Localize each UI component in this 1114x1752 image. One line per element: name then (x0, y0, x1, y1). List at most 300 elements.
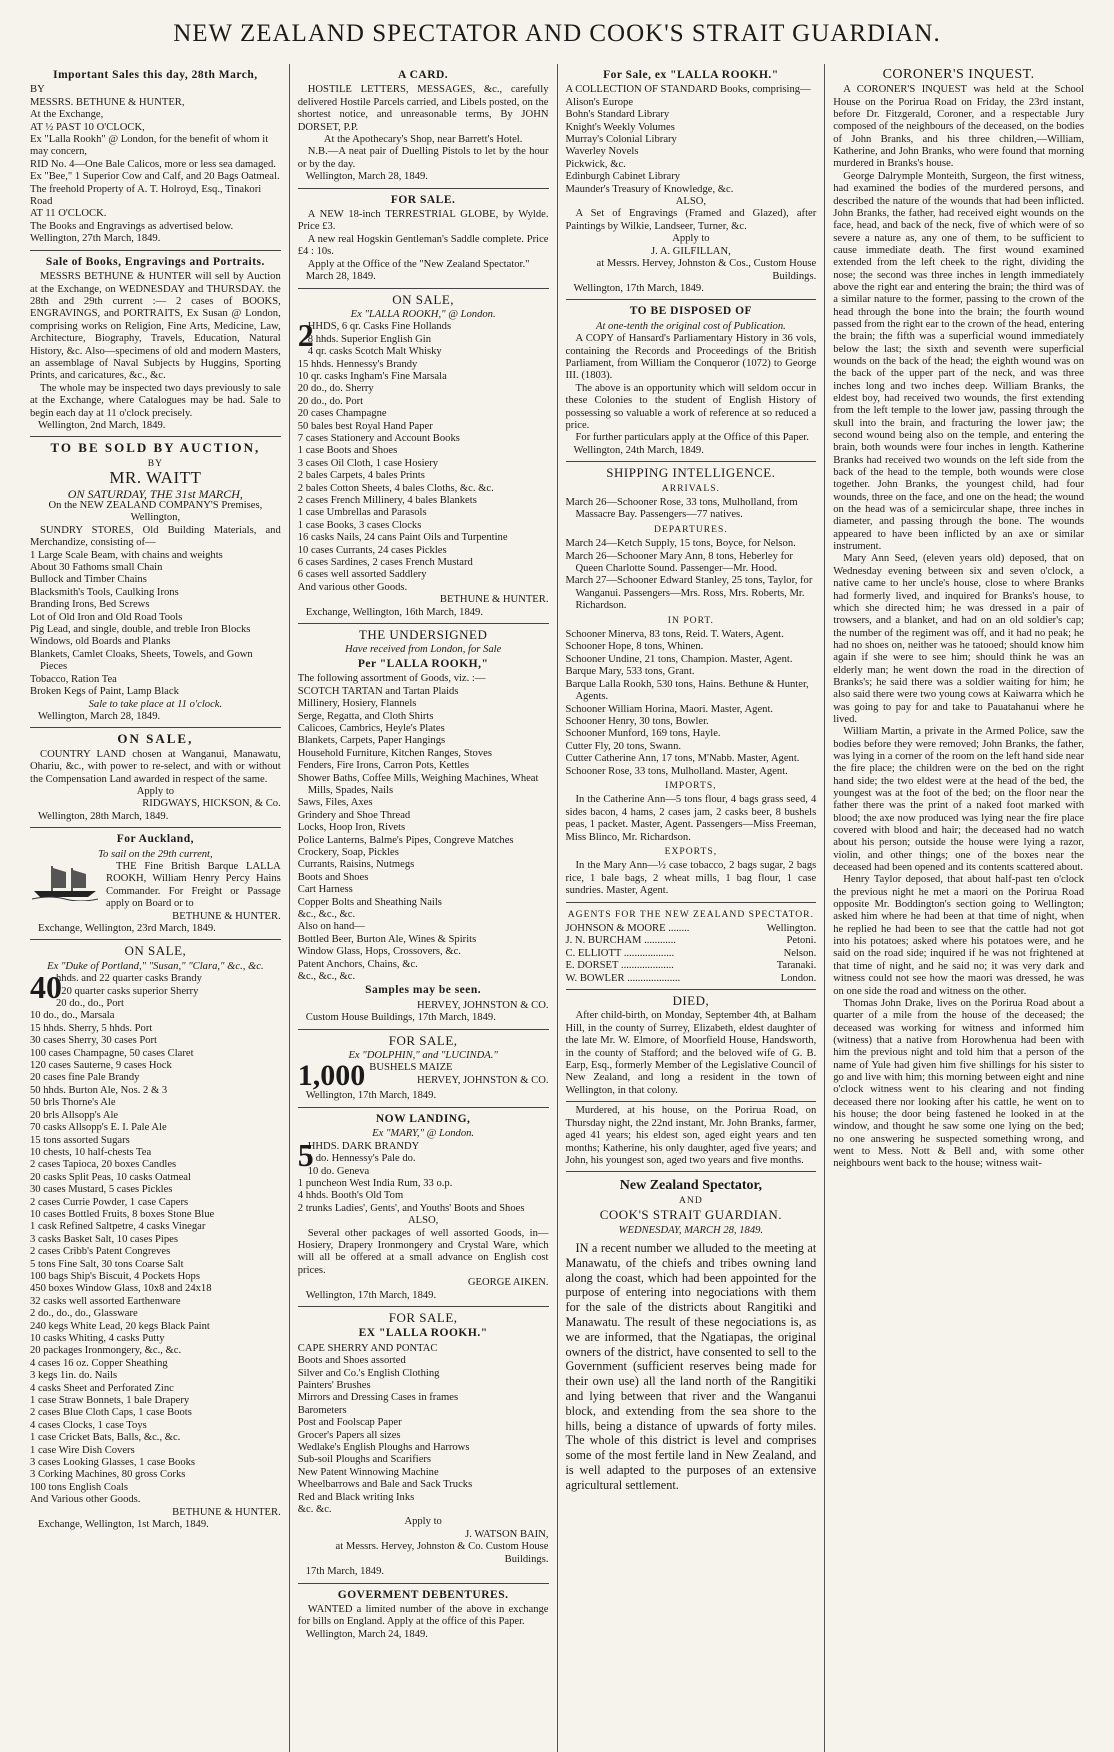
ad-intro: SUNDRY STORES, Old Building Materials, and Merchandize, consisting of— (30, 524, 281, 549)
list-item: March 26—Schooner Rose, 33 tons, Mulholland, from Massacre Bay. Passengers—77 natives. (565, 497, 798, 521)
list-item: &c., &c., &c. (297, 971, 356, 983)
list-item: 15 hhds. Sherry, 5 hhds. Port (30, 1022, 153, 1034)
ad-firm: GEORGE AIKEN. (467, 1277, 549, 1289)
section-title: SHIPPING INTELLIGENCE. (606, 465, 776, 481)
list-item: Grindery and Shoe Thread (297, 809, 411, 821)
list-item: 4 cases 16 oz. Copper Sheathing (30, 1357, 168, 1369)
agent-row (566, 923, 817, 935)
ad-date: Wellington, 17th March, 1849. (305, 1090, 437, 1102)
list-item: 6 cases Sardines, 2 cases French Mustard (297, 557, 473, 569)
list-item: Maunder's Treasury of Knowledge, &c. (565, 183, 734, 195)
paper-and: AND (678, 1194, 703, 1206)
list-item: 10 chests, 10 half-chests Tea (30, 1146, 152, 1158)
list-item: 20 casks Split Peas, 10 casks Oatmeal (30, 1171, 191, 1183)
list-item: March 26—Schooner Mary Ann, 8 tons, Heberley for Queen Charlotte Sound. Passenger—Mr. Hood. (565, 550, 793, 575)
ad-text: THE Fine British Barque LALLA ROOKH, William Henry Percy Hains Commander. For Freight or Passage apply on Board or to (106, 860, 281, 910)
agent-name: C. ELLIOTT ................... (565, 947, 675, 959)
list-item: Cutter Catherine Ann, 17 tons, M'Nabb. Master, Agent. (565, 753, 800, 765)
in-port-list (566, 629, 817, 778)
ad-text: Apply at the Office of the "New Zealand Spectator." (307, 258, 530, 270)
ad-line: Wellington, 27th March, 1849. (30, 233, 161, 245)
list-item: Pickwick, &c. (565, 158, 626, 170)
list-item: Saws, Files, Axes (297, 797, 373, 809)
big-number: 40 (30, 969, 62, 1006)
shipping-intelligence (566, 462, 817, 902)
auction-items (30, 550, 281, 699)
list-item: 1 case Straw Bonnets, 1 bale Drapery (30, 1395, 190, 1407)
agent-name: E. DORSET .................... (565, 960, 674, 972)
list-item: 10 cases Bottled Fruits, 8 boxes Stone Blue (30, 1208, 215, 1220)
list-item: March 27—Schooner Edward Stanley, 25 tons, Taylor, for Wanganui. Passengers—Mrs. Ross, Mrs. Roberts, Mr. Richardson. (565, 575, 813, 612)
masthead: NEW ZEALAND SPECTATOR AND COOK'S STRAIT GUARDIAN. (173, 20, 941, 47)
ad-sub: To sail on the 29th current, (98, 848, 213, 860)
goods-list (297, 317, 549, 594)
paper-title: New Zealand Spectator, (619, 1178, 762, 1194)
list-item: Copper Bolts and Sheathing Nails (297, 896, 442, 908)
list-item: 20 do., do. Sherry (297, 383, 374, 395)
list-item: Lot of Old Iron and Old Road Tools (30, 611, 183, 623)
list-item: 3 kegs 1in. do. Nails (30, 1370, 118, 1382)
goods-list (298, 1343, 549, 1517)
ad-text: HOSTILE LETTERS, MESSAGES, &c., carefully delivered Hostile Parcels carried, and Libels posted, on the shortest notice, and unreasonable terms, By JOHN DORSET, P.P. (297, 84, 549, 133)
list-item: 1 cask Refined Saltpetre, 4 casks Vinegar (30, 1221, 206, 1233)
ad-text: MESSRS BETHUNE & HUNTER will sell by Auction at the Exchange, on WEDNESDAY and THURSDAY. the 28th and 29th current :— 2 cases of BOOKS, ENGRAVINGS, and PORTRAITS, Ex Susan @ London, comprising works on Religion, Fine Arts, Medicine, Law, Architecture, Biography, Travels, Education, Natural History, &c. Also—specimens of old and modern Masters, an assemblage of Naval Subjects by Huggins, Sporting Prints, and caricatures, &c., &c. (30, 271, 281, 382)
list-item: Grocer's Papers all sizes (297, 1429, 401, 1441)
ad-line: MESSRS. BETHUNE & HUNTER, (30, 96, 185, 108)
list-item: 20 brls Allsopp's Ale (30, 1109, 119, 1121)
ad-country-land (30, 728, 281, 828)
columns (30, 64, 1084, 1752)
ad-date: Wellington, March 28, 1849. (305, 171, 428, 183)
inquest-paragraph: Mary Ann Seed, (eleven years old) deposed, that on Wednesday evening between six and seven o'clock, a native came to her uncle's house, close to where Branks had formerly lived, and inquired for Branks's house, to which she directed him; he was dressed in a pair of trowsers, and a blanket, and had on an old soldier's cap; the number of the regiment was off, and it had no peak; he had no shoes on, neither was he tatooed; should know him again if she were to see him; should think he was an elderly man; he went down the road in the direction of Branks's; he said there was a soldier waiting for him; he also said there were two young cows at Kaiwarra which he was going to pay for and take to Pauatahanui where he lived. (833, 553, 1084, 725)
ad-standard-books (566, 64, 817, 300)
inquest-paragraph: Henry Taylor deposed, that about half-past ten o'clock the previous night he met a maori on the Porirua Road opposite Mr. Boddington's section going to Wellington; asked him where he had been at that time of night, when he replied he had been to see that the cattle had not got into his potatoes; asked where his potatoes were, and he said on the road side; inquired if he was not frightened at that time of night, and he said no; it was very dark and witness could not see how the maori was dressed, he was on one side the road and witness on the other. (833, 874, 1084, 997)
inquest-paragraph: A CORONER'S INQUEST was held at the School House on the Porirua Road on Friday, the 23rd instant, before Dr. Fitzgerald, Coroner, and a respectable Jury composed of the neighbours of the deceased, on the bodies of John Branks, and his three children,—William, Katherine, and John Branks, who were found that morning murdered in Branks's house. (833, 84, 1084, 170)
auction-date: ON SATURDAY, THE 31st MARCH, (67, 486, 243, 501)
exports-heading: EXPORTS, (664, 845, 718, 857)
list-item: 10 cases Currants, 24 cases Pickles (297, 544, 447, 556)
list-item: 20 packages Ironmongery, &c., &c. (30, 1345, 182, 1357)
list-item: 120 quarter casks superior Sherry (56, 985, 199, 997)
list-item: Blankets, Carpets, Paper Hangings (297, 735, 446, 747)
editorial-text: IN a recent number we alluded to the meeting at Manawatu, of the chiefs and tribes owning land along the coast, which had been appointed for the purpose of entering into negociations with them for the sale of the districts about Rangitiki and Manawatu. The result of these negociations is, as we are informed, that the Ngatiapas, the original owners of the district, have consented to sell to the Government (sufficient reserves being made for their own use) all the land north of the Rangitiki and lying between that river and the Wanganui block, and extending from the sea shore to the hills, being a distance of upwards of forty miles. The whole of this district is level and comprises some of the most fertile land in New Zealand, and is well adapted to the purposes of an extensive agricultural settlement. (565, 1240, 817, 1492)
ad-sub: Ex "LALLA ROOKH," @ London. (350, 308, 496, 320)
book-list (566, 84, 817, 196)
departures-list (566, 538, 817, 612)
list-item: Shower Baths, Coffee Mills, Weighing Machines, Wheat Mills, Spades, Nails (297, 772, 539, 796)
list-item: New Patent Winnowing Machine (297, 1466, 439, 1478)
list-item: 2 cases Cribb's Patent Congreves (30, 1246, 171, 1258)
ad-sub: Ex "DOLPHIN," and "LUCINDA." (348, 1050, 498, 1062)
list-item: &c., &c., &c. (297, 909, 356, 920)
list-item: 50 bales best Royal Hand Paper (297, 420, 433, 432)
ad-firm: BETHUNE & HUNTER. (172, 1506, 281, 1518)
list-item: Red and Black writing Inks (297, 1491, 415, 1503)
ad-date: Wellington, 17th March, 1849. (573, 282, 704, 294)
ad-line: AT ½ PAST 10 O'CLOCK, (30, 121, 145, 133)
ad-important-sales (30, 64, 281, 251)
list-item: Cutter Fly, 20 tons, Swann. (565, 740, 682, 752)
list-item: 3 cases Looking Glasses, 1 case Books (30, 1457, 196, 1469)
ship-icon (30, 863, 100, 901)
auction-place: On the NEW ZEALAND COMPANY'S Premises, Wellington, (48, 500, 263, 524)
ad-auction-waitt (30, 437, 281, 728)
list-item: 50 hhds. Burton Ale, Nos. 2 & 3 (30, 1084, 168, 1096)
ad-globe-saddle (298, 189, 549, 289)
notice-text: Murdered, at his house, on the Porirua Road, on Thursday night, the 22nd instant, Mr. John Branks, farmer, aged 41 years; his eldest son, aged eight years and ten months; Katherine, his only daughter, aged five years; and John, his youngest son, aged two years and five months. (565, 1105, 817, 1166)
ad-text: COUNTRY LAND chosen at Wanganui, Manawatu, Ohariu, &c., with power to re-select, and with or without the Compensation Land awarded in respect of the same. (30, 748, 281, 785)
list-item: Cart Harness (297, 884, 353, 896)
list-item: Wedlake's English Ploughs and Harrows (297, 1442, 470, 1454)
list-item: 120 cases Sauterne, 9 cases Hock (30, 1060, 172, 1072)
list-item: 3 casks Basket Salt, 10 cases Pipes (30, 1233, 178, 1245)
ad-undersigned (298, 624, 549, 1030)
list-item: 10 qr. casks Ingham's Fine Marsala (297, 370, 447, 382)
ad-sub: EX "LALLA ROOKH." (358, 1327, 488, 1340)
ad-title: Sale of Books, Engravings and Portraits. (45, 255, 265, 268)
ad-date: Wellington, March 24, 1849. (305, 1628, 428, 1640)
list-item: 10 do. Geneva (307, 1165, 370, 1177)
list-item: Barque Mary, 533 tons, Grant. (565, 666, 695, 678)
list-item: 30 cases Mustard, 5 cases Pickles (30, 1184, 173, 1196)
list-item: 1 case Wire Dish Covers (30, 1444, 135, 1456)
ad-title: FOR SALE. (390, 193, 456, 206)
column-1 (30, 64, 289, 1752)
ad-text: N.B.—A neat pair of Duelling Pistols to let by the hour or by the day. (297, 146, 549, 170)
ad-firm: J. WATSON BAIN, (465, 1528, 549, 1540)
list-item: 70 casks Allsopp's E. I. Pale Ale (30, 1122, 167, 1134)
agent-name: JOHNSON & MOORE ........ (565, 923, 690, 934)
agent-row (566, 948, 817, 960)
ad-date: Wellington, 24th March, 1849. (573, 444, 704, 456)
agent-place: Petoni. (786, 935, 817, 947)
list-item: Mirrors and Dressing Cases in frames (297, 1392, 459, 1404)
list-item: Painters' Brushes (297, 1380, 371, 1391)
list-item: Schooner Minerva, 83 tons, Reid. T. Waters, Agent. (565, 629, 784, 641)
ad-line: The freehold Property of A. T. Holroyd, Esq., Tinakori Road (30, 183, 262, 208)
section-title: DIED, (672, 993, 710, 1009)
list-item: 3 cases Oil Cloth, 1 case Hosiery (297, 457, 439, 469)
ad-line: BY (30, 84, 45, 96)
list-item: Police Lanterns, Balme's Pipes, Congreve Matches (297, 834, 514, 846)
list-item: Silver and Co.'s English Clothing (297, 1367, 440, 1379)
agents-rows (566, 923, 817, 985)
list-item: 4 qr. casks Scotch Malt Whisky (307, 346, 442, 358)
ad-apply: Apply to (136, 785, 175, 797)
ad-a-card (298, 64, 549, 189)
list-item: 1 case Umbrellas and Parasols (297, 507, 427, 519)
ad-title: GOVERMENT DEBENTURES. (337, 1588, 509, 1601)
ad-note: Sale to take place at 11 o'clock. (88, 698, 223, 710)
list-item: Sub-soil Ploughs and Scarifiers (297, 1454, 432, 1466)
arrivals-heading: ARRIVALS. (661, 482, 720, 494)
list-item: hhds. and 22 quarter casks Brandy (56, 973, 202, 985)
ad-books-engravings (30, 251, 281, 438)
section-title: CORONER'S INQUEST. (882, 67, 1035, 82)
inquest-paragraph: George Dalrymple Monteith, Surgeon, the first witness, had examined the bodies of the murdered persons, and described the nature of the wounds that had been inflicted. John Branks, the father, had received eight wounds on the face, head, and back of the neck, five of which were of so severe a nature as, any one of them, to be sufficient to cause immediate death. The first wound examined extended from the left cheek to the right, dividing the nose; the second was three inches in length immediately above the right ear and entering the brain; the third was of a similar nature to the former, passing to the crown of the head through the bone into the brain; the fourth wound passed from the right ear to the crown of the head, entering the brain; the fifth was a superficial wound immediately below the last; the sixth and seventh were superficial wounds on the back of the head; the eighth wound was on the back of the upper part of the neck, and was three inches long and two inches deep. William Branks, the eldest boy, had received two wounds, the first extending from the left temple to the lower jaw, passing through the skull into the brain, and fracturing the lower jaw; the second wound being also on the temple, and entering the brain, both wounds were four inches in length. Katherine Branks had received two wounds on the left side from the back of the head to the temple, both wounds were close together. John Branks, the youngest child, had four wounds, three on the face, and one on the head; the wound on the head was of a semicircular shape, three inches in diameter, and passing through the bone. The wounds appeared to have been inflicted by an axe or similar instrument. (833, 170, 1084, 553)
ad-date: Exchange, Wellington, 1st March, 1849. (38, 1519, 209, 1531)
list-item: 50 brls Thorne's Ale (30, 1097, 116, 1109)
paper-subtitle: COOK'S STRAIT GUARDIAN. (599, 1207, 782, 1223)
column-4 (824, 64, 1084, 1752)
list-item: 1 do. Hennessy's Pale do. (307, 1153, 416, 1165)
big-number: 1,000 (297, 1059, 366, 1093)
ad-date: Wellington, 28th March, 1849. (38, 810, 169, 822)
list-item: Waverley Novels (565, 146, 639, 158)
imports-text: In the Catherine Ann—5 tons flour, 4 bags grass seed, 4 sides bacon, 4 hams, 2 cases jam, 2 casks beer, 8 bushels peas, 1 packet. Master, Agent. Passengers—Miss Freeman, Miss Blinco, Mr. Richardson. (565, 794, 817, 843)
list-item: Murray's Colonial Library (565, 134, 677, 146)
ad-date: March 28, 1849. (305, 271, 376, 283)
goods-list (30, 969, 281, 1506)
ad-text: A Set of Engravings (Framed and Glazed), after Paintings by Wilkie, Landseer, Turner, &c. (565, 208, 817, 232)
big-number: 2 (297, 317, 314, 354)
list-item: 1 case Books, 3 cases Clocks (297, 519, 422, 531)
ad-on-sale-spirits (30, 940, 281, 1535)
ad-date: Wellington, 17th March, 1849. (305, 1289, 437, 1301)
ad-firm: J. A. GILFILLAN, (651, 245, 731, 257)
agent-place: Taranaki. (776, 960, 817, 972)
ad-text: A COPY of Hansard's Parliamentary History in 36 vols, containing the Records and Proceedings of the British Parliament, from William the Conqueror (1072) to George III. (1803). (565, 333, 817, 382)
list-item: Schooner Munford, 169 tons, Hayle. (565, 728, 721, 740)
ad-date: Exchange, Wellington, 16th March, 1849. (305, 606, 483, 618)
ad-title: FOR SALE, (388, 1309, 458, 1325)
ad-title: THE UNDERSIGNED (358, 627, 488, 643)
agents-list (566, 903, 817, 990)
list-item: Locks, Hoop Iron, Rivets (297, 822, 406, 834)
list-item: Post and Foolscap Paper (297, 1417, 402, 1429)
list-item: 100 tons English Coals (30, 1481, 128, 1493)
ad-cape-sherry (298, 1307, 549, 1584)
inquest-paragraph: William Martin, a private in the Armed Police, saw the bodies before they were removed; John Branks, the father, was lying in a corner of the room on the left hand side near the fire place; the children were on the bed on the right hand side; the two eldest were at the head of the bed, the youngest was at the foot of the bed; on the floor near the father there was the print of a naked foot marked with blood; the axe now produced was lying near the fire place covered with blood and hair; the deceased had no watch about his person; outside the house were lying a razor, violin, and other things; one of the boxes near the deceased had been opened and its contents scattered about. (833, 726, 1084, 874)
list-item: Tobacco, Ration Tea (30, 673, 117, 685)
list-item: Barque Lalla Rookh, 530 tons, Hains. Bethune & Hunter, Agents. (565, 678, 809, 703)
ad-firm: BETHUNE & HUNTER. (439, 594, 549, 606)
list-item: A COLLECTION OF STANDARD Books, comprising— (565, 84, 811, 96)
list-item: 2 do., do., do., Glassware (30, 1308, 138, 1320)
ad-line: The Books and Engravings as advertised below. (30, 220, 234, 232)
list-item: 240 kegs White Lead, 20 kegs Black Paint (30, 1320, 210, 1332)
list-item: 4 cases Clocks, 1 case Toys (30, 1419, 147, 1431)
list-item: Schooner Undine, 21 tons, Champion. Master, Agent. (565, 653, 793, 665)
ad-also: ALSO, (675, 196, 707, 208)
paper-date: WEDNESDAY, MARCH 28, 1849. (618, 1224, 764, 1236)
ad-apply: Apply to (672, 233, 710, 245)
list-item: Also on hand— (297, 921, 365, 933)
ad-lines (30, 84, 281, 245)
ad-title: NOW LANDING, (375, 1112, 471, 1125)
ad-address: at Messrs. Hervey, Johnston & Co. Custom House Buildings. (335, 1541, 549, 1565)
ad-date: 17th March, 1849. (305, 1566, 385, 1578)
agent-place: Nelson. (783, 947, 817, 959)
list-item: 2 cases French Millinery, 4 bales Blankets (297, 495, 477, 506)
ad-apply: Apply to (404, 1516, 442, 1528)
big-number: 5 (297, 1136, 314, 1173)
list-item: Bullock and Timber Chains (30, 574, 147, 586)
list-item: 100 cases Champagne, 50 cases Claret (30, 1047, 194, 1059)
list-item: Currants, Raisins, Nutmegs (297, 859, 415, 871)
list-item: And various other Goods. (297, 581, 408, 593)
imports-heading: IMPORTS, (665, 779, 717, 791)
list-item: Pig Lead, and single, double, and treble Iron Blocks (30, 624, 251, 636)
ad-title: Important Sales this day, 28th March, (53, 69, 258, 81)
list-item: 3 Corking Machines, 80 gross Corks (30, 1469, 186, 1481)
ad-samples: Samples may be seen. (365, 984, 482, 997)
notice-text: After child-birth, on Monday, September 4th, at Balham Hill, in the county of Surrey, Elizabeth, eldest daughter of the late Mr. W. Elmore, of Moorfield House, Handsworth, in the county of Stafford; and the beloved wife of G. B. Earp, Esq., formerly Member of the Legislative Council of New Zealand, and long a resident in the town of Wellington, in that colony. (565, 1010, 817, 1096)
list-item: 10 do., do., Marsala (30, 1010, 115, 1022)
list-item: CAPE SHERRY AND PONTAC (297, 1342, 438, 1354)
list-item: 4 casks Sheet and Perforated Zinc (30, 1382, 174, 1394)
ad-per: Per "LALLA ROOKH," (357, 657, 489, 670)
ad-text: The whole may be inspected two days previously to sale at the Exchange, where Catalogues may be had. Sale to begin each day at 11 o'clock precisely. (30, 382, 281, 419)
list-item: 6 cases well assorted Saddlery (297, 569, 427, 581)
list-item: Household Furniture, Kitchen Ranges, Stoves (297, 747, 492, 759)
ad-sub: Ex "Duke of Portland," "Susan," "Clara," &c., &c. (47, 960, 264, 972)
list-item: 1 puncheon West India Rum, 33 o.p. (297, 1177, 453, 1189)
list-item: 1 case Cricket Bats, Balls, &c., &c. (30, 1432, 181, 1444)
ad-line: At the Exchange, (30, 109, 104, 121)
list-item: Calicoes, Cambrics, Heyle's Plates (297, 722, 445, 734)
list-item: 2 cases Currie Powder, 1 case Capers (30, 1196, 189, 1208)
ad-firm: HERVEY, JOHNSTON & CO. (417, 999, 549, 1011)
ad-text: The above is an opportunity which will seldom occur in these Colonies to the student of English History of possessing so valuable a work of reference at so reduced a price. (565, 382, 817, 431)
ad-hansard (566, 300, 817, 462)
list-item: Schooner Hope, 8 tons, Whinen. (565, 641, 704, 653)
list-item: 450 boxes Window Glass, 10x8 and 24x18 (30, 1283, 212, 1295)
departures-heading: DEPARTURES. (653, 523, 728, 535)
list-item: HHDS, 6 qr. Casks Fine Hollands (307, 321, 452, 333)
agent-row (566, 935, 817, 947)
list-item: 16 casks Nails, 24 cans Paint Oils and Turpentine (297, 532, 508, 544)
ad-line: RID No. 4—One Bale Calicos, more or less sea damaged. (30, 158, 276, 170)
ad-text: At the Apothecary's Shop, near Barrett's Hotel. (323, 134, 523, 146)
list-item: 20 cases Champagne (297, 408, 387, 420)
list-item: Fenders, Fire Irons, Carron Pots, Kettles (297, 760, 469, 772)
ad-by: BY (147, 457, 164, 469)
list-item: 10 casks Whiting, 4 casks Putty (30, 1333, 165, 1344)
list-item: Barometers (297, 1404, 347, 1416)
list-item: 15 hhds. Hennessy's Brandy (297, 358, 418, 370)
ad-firm: HERVEY, JOHNSTON & CO. (417, 1074, 549, 1086)
list-item: 2 bales Cotton Sheets, 4 bales Cloths, &c. &c. (297, 482, 494, 494)
list-item: Edinburgh Cabinet Library (565, 171, 681, 183)
list-item: Serge, Regatta, and Cloth Shirts (297, 710, 434, 722)
ad-address: at Messrs. Hervey, Johnston & Cos., Custom House Buildings. (596, 258, 817, 282)
list-item: Blankets, Camlet Cloaks, Sheets, Towels, and Gown Pieces (30, 648, 253, 673)
list-item: 1 case Boots and Shoes (297, 445, 398, 457)
ad-title: ON SALE, (124, 943, 187, 959)
list-item: Windows, old Boards and Planks (30, 636, 171, 648)
list-item: Branding Irons, Bed Screws (30, 599, 150, 611)
ad-sub: Ex "MARY," @ London. (372, 1128, 475, 1140)
list-item: Crockery, Soap, Pickles (297, 846, 399, 858)
goods-list (298, 686, 549, 984)
ad-title: A CARD. (398, 69, 449, 81)
ad-title: FOR SALE, (388, 1032, 458, 1048)
died-notice (566, 990, 817, 1172)
list-item: 5 tons Fine Salt, 30 tons Coarse Salt (30, 1258, 184, 1270)
ad-date: Wellington, 2nd March, 1849. (38, 419, 166, 431)
ad-text: For further particulars apply at the Office of this Paper. (575, 432, 809, 444)
exports-text: In the Mary Ann—½ case tobacco, 2 bags sugar, 2 bags rice, 1 bale bags, 2 wheat mills, 1 bag flour, 1 case sundries. Master, Agent. (565, 860, 817, 897)
list-item: 2 trunks Ladies', Gents', and Youths' Boots and Shoes (297, 1202, 525, 1214)
ad-for-auckland (30, 828, 281, 940)
list-item: SCOTCH TARTAN and Tartan Plaids (297, 685, 459, 697)
ad-date: Custom House Buildings, 17th March, 1849. (305, 1012, 496, 1024)
list-item: 20 cases fine Pale Brandy (30, 1072, 140, 1084)
agent-place: London. (780, 972, 817, 984)
agents-title: AGENTS FOR THE NEW ZEALAND SPECTATOR. (567, 908, 814, 920)
ad-date: Exchange, Wellington, 23rd March, 1849. (38, 923, 216, 934)
list-item: Wheelbarrows and Bale and Sack Trucks (297, 1479, 473, 1491)
ad-firm: BETHUNE & HUNTER. (172, 910, 281, 922)
ad-firm: RIDGWAYS, HICKSON, & Co. (142, 798, 281, 810)
ad-title: TO BE DISPOSED OF (629, 305, 753, 318)
agent-row (566, 960, 817, 972)
goods-list (297, 1136, 549, 1215)
list-item: Bottled Beer, Burton Ale, Wines & Spirits (297, 933, 477, 945)
list-item: 2 cases Blue Cloth Caps, 1 case Boots (30, 1407, 192, 1419)
column-2 (289, 64, 557, 1752)
ad-title: ON SALE, (392, 291, 455, 307)
list-item: Blacksmith's Tools, Caulking Irons (30, 586, 179, 598)
list-item: 20 do., do., Port (56, 998, 124, 1010)
agent-name: W. BOWLER .................... (565, 972, 681, 984)
list-item: Boots and Shoes (297, 871, 369, 883)
ad-text: A NEW 18-inch TERRESTRIAL GLOBE, by Wylde. Price £3. (297, 209, 549, 233)
list-item: And Various other Goods. (30, 1494, 141, 1506)
ad-date: Wellington, March 28, 1849. (38, 710, 161, 722)
list-item: 2 cases Tapioca, 20 boxes Candles (30, 1159, 177, 1171)
list-item: Window Glass, Hops, Crossovers, &c. (297, 946, 461, 958)
ad-line: Ex "Bee," 1 Superior Cow and Calf, and 20 Bags Oatmeal. (30, 171, 280, 183)
list-item: About 30 Fathoms small Chain (30, 562, 163, 574)
in-port-heading: IN PORT. (667, 614, 714, 626)
list-item: 2 bales Carpets, 4 bales Prints (297, 470, 425, 482)
ad-line: AT 11 O'CLOCK. (30, 208, 107, 220)
list-item: 30 cases Sherry, 30 cases Port (30, 1035, 157, 1047)
ad-now-landing (298, 1108, 549, 1307)
list-item: &c. &c. (297, 1504, 332, 1516)
arrivals-list (566, 497, 817, 522)
ad-intro: The following assortment of Goods, viz. :— (297, 673, 486, 685)
ad-also: ALSO, (407, 1215, 439, 1227)
ad-title: TO BE SOLD BY AUCTION, (50, 440, 261, 456)
auctioneer-name: MR. WAITT (109, 468, 202, 488)
coroners-inquest (833, 64, 1084, 1175)
column-3 (557, 64, 825, 1752)
ad-maize (298, 1030, 549, 1108)
ad-title: ON SALE, (117, 731, 194, 747)
ad-text: Several other packages of well assorted Goods, in— Hosiery, Drapery Ironmongery and Crystal Ware, which will all be offered at a small advance on English cost prices. (297, 1227, 549, 1276)
list-item: Broken Kegs of Paint, Lamp Black (30, 686, 179, 698)
ad-sub: Have received from London, for Sale (344, 644, 502, 656)
agent-place: Wellington. (766, 923, 817, 934)
list-item: HHDS. DARK BRANDY (307, 1140, 420, 1152)
ad-debentures (298, 1584, 549, 1646)
list-item: Schooner Rose, 33 tons, Mulholland. Master, Agent. (565, 765, 788, 777)
list-item: 1 Large Scale Beam, with chains and weights (30, 549, 223, 561)
list-item: Alison's Europe (565, 96, 634, 108)
list-item: Bohn's Standard Library (565, 109, 670, 121)
list-item: 32 casks well assorted Earthenware (30, 1295, 181, 1307)
ad-sub: At one-tenth the original cost of Publication. (595, 320, 786, 332)
list-item: 7 cases Stationery and Account Books (297, 432, 460, 444)
list-item: Millinery, Hosiery, Flannels (297, 698, 417, 710)
ad-text: WANTED a limited number of the above in exchange for bills on England. Apply at the office of this Paper. (297, 1603, 549, 1628)
ad-text: A new real Hogskin Gentleman's Saddle complete. Price £4 : 10s. (297, 233, 549, 258)
inquest-paragraph: Thomas John Drake, lives on the Porirua Road about a quarter of a mile from the house of the deceased; the deceased was working for witness and informed him (witness) that a native from Horowhenua had been with him the previous night and told him that a person of the name of Yule had given him five shillings for his sister to go and live with him; this morning between eight and nine o'clock witness went to his clearing and not finding deceased there nor looking after his cattle, he went on to his house; the door being fastened he looked in at the window, and thought he saw some one lying on the bed; no one answering he suspected something wrong, and went to Mess. Nott & Bell and, with some other neighbours went back to the house; witness wait- (833, 997, 1084, 1170)
list-item: Patent Anchors, Chains, &c. (297, 958, 418, 970)
